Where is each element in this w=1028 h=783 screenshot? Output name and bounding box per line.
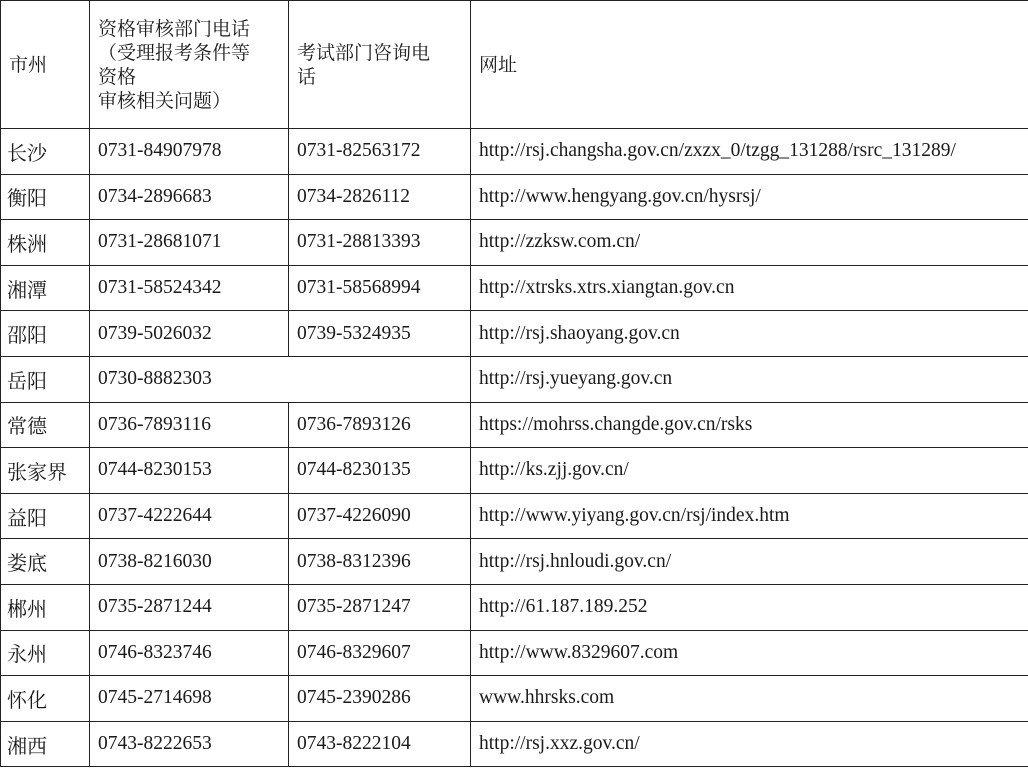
header-website: 网址 (471, 1, 1028, 129)
website-link[interactable]: http://www.8329607.com (471, 630, 1028, 676)
exam-phone-cell: 0743-8222104 (289, 721, 471, 767)
qualification-phone-cell: 0734-2896683 (90, 174, 289, 220)
website-link[interactable]: http://61.187.189.252 (471, 584, 1028, 630)
city-cell: 邵阳 (1, 311, 90, 357)
exam-phone-cell: 0731-28813393 (289, 220, 471, 266)
exam-phone-cell: 0739-5324935 (289, 311, 471, 357)
table-row (1, 129, 1028, 175)
header-city: 市州 (1, 1, 90, 129)
qualification-phone-cell: 0739-5026032 (90, 311, 289, 357)
header-exam-phone: 考试部门咨询电 话 (289, 1, 471, 129)
qualification-phone-cell: 0744-8230153 (90, 448, 289, 494)
header-qualification-phone: 资格审核部门电话 （受理报考条件等 资格 审核相关问题） (90, 1, 289, 129)
qualification-phone-cell: 0731-84907978 (90, 129, 289, 175)
website-link[interactable]: www.hhrsks.com (471, 676, 1028, 722)
exam-phone-cell: 0735-2871247 (289, 584, 471, 630)
city-cell: 常德 (1, 402, 90, 448)
website-link[interactable]: http://rsj.yueyang.gov.cn (471, 356, 1028, 402)
exam-phone-cell: 0736-7893126 (289, 402, 471, 448)
city-cell: 怀化 (1, 676, 90, 722)
website-link[interactable]: http://ks.zjj.gov.cn/ (471, 448, 1028, 494)
city-cell: 张家界 (1, 448, 90, 494)
exam-phone-cell: 0734-2826112 (289, 174, 471, 220)
table-row (1, 448, 1028, 494)
qualification-phone-cell: 0735-2871244 (90, 584, 289, 630)
table-row (1, 356, 1028, 402)
website-link[interactable]: https://mohrss.changde.gov.cn/rsks (471, 402, 1028, 448)
exam-phone-cell: 0738-8312396 (289, 539, 471, 585)
table-row (1, 493, 1028, 539)
city-cell: 益阳 (1, 493, 90, 539)
qualification-phone-cell: 0743-8222653 (90, 721, 289, 767)
city-cell: 岳阳 (1, 356, 90, 402)
city-cell: 湘潭 (1, 265, 90, 311)
qualification-phone-cell: 0736-7893116 (90, 402, 289, 448)
city-cell: 永州 (1, 630, 90, 676)
qualification-phone-cell: 0738-8216030 (90, 539, 289, 585)
table-row (1, 584, 1028, 630)
qualification-phone-cell: 0746-8323746 (90, 630, 289, 676)
qualification-phone-cell: 0745-2714698 (90, 676, 289, 722)
table-row (1, 311, 1028, 357)
table-row (1, 220, 1028, 266)
table-body (1, 129, 1028, 767)
website-link[interactable]: http://rsj.changsha.gov.cn/zxzx_0/tzgg_131288/rsrc_131289/ (471, 129, 1028, 175)
city-cell: 衡阳 (1, 174, 90, 220)
exam-phone-cell: 0737-4226090 (289, 493, 471, 539)
qualification-phone-cell: 0737-4222644 (90, 493, 289, 539)
city-cell: 郴州 (1, 584, 90, 630)
website-link[interactable]: http://rsj.hnloudi.gov.cn/ (471, 539, 1028, 585)
table-row (1, 265, 1028, 311)
website-link[interactable]: http://zzksw.com.cn/ (471, 220, 1028, 266)
website-link[interactable]: http://www.hengyang.gov.cn/hysrsj/ (471, 174, 1028, 220)
city-cell: 娄底 (1, 539, 90, 585)
qualification-phone-cell: 0731-58524342 (90, 265, 289, 311)
exam-phone-cell: 0746-8329607 (289, 630, 471, 676)
header-row (1, 1, 1028, 129)
exam-phone-cell: 0744-8230135 (289, 448, 471, 494)
qualification-phone-cell: 0730-8882303 (90, 356, 471, 402)
city-cell: 长沙 (1, 129, 90, 175)
city-cell: 株洲 (1, 220, 90, 266)
city-cell: 湘西 (1, 721, 90, 767)
table-row (1, 721, 1028, 767)
table-row (1, 402, 1028, 448)
table-row (1, 676, 1028, 722)
website-link[interactable]: http://www.yiyang.gov.cn/rsj/index.htm (471, 493, 1028, 539)
website-link[interactable]: http://xtrsks.xtrs.xiangtan.gov.cn (471, 265, 1028, 311)
table-row (1, 630, 1028, 676)
table-row (1, 174, 1028, 220)
exam-phone-cell: 0731-82563172 (289, 129, 471, 175)
table-row (1, 539, 1028, 585)
qualification-phone-cell: 0731-28681071 (90, 220, 289, 266)
website-link[interactable]: http://rsj.shaoyang.gov.cn (471, 311, 1028, 357)
website-link[interactable]: http://rsj.xxz.gov.cn/ (471, 721, 1028, 767)
exam-phone-cell: 0745-2390286 (289, 676, 471, 722)
exam-phone-cell: 0731-58568994 (289, 265, 471, 311)
